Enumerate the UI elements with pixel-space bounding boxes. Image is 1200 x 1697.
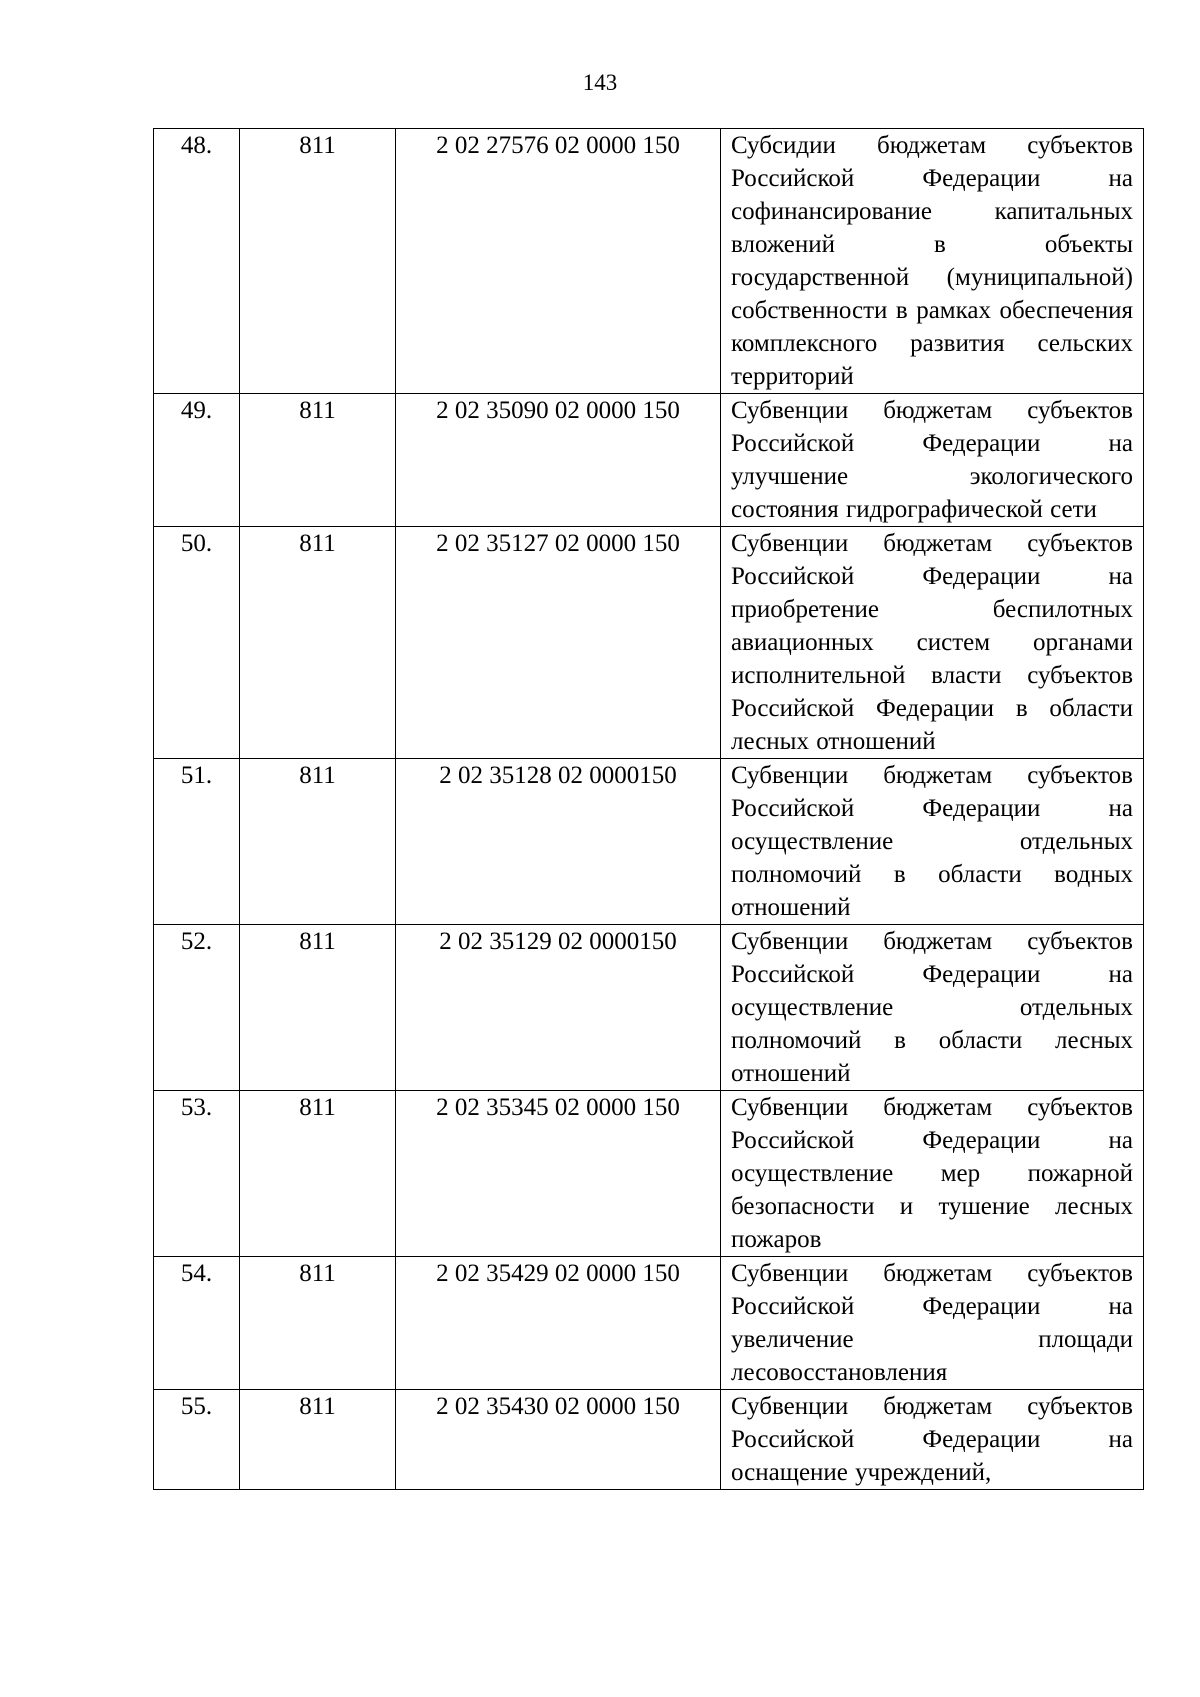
- administrator-code: 811: [240, 527, 396, 759]
- budget-classification-code: 2 02 27576 02 0000 150: [396, 129, 721, 394]
- budget-classification-code: 2 02 35128 02 0000150: [396, 759, 721, 925]
- row-number: 53.: [154, 1091, 240, 1257]
- administrator-code: 811: [240, 759, 396, 925]
- administrator-code: 811: [240, 1091, 396, 1257]
- administrator-code: 811: [240, 925, 396, 1091]
- revenue-name: Субвенции бюджетам субъектов Российской Федерации на оснащение учреждений,: [721, 1390, 1144, 1490]
- page-number: 143: [582, 70, 618, 95]
- revenue-name: Субвенции бюджетам субъектов Российской Федерации на осуществление отдельных полномочий в области лесных отношений: [721, 925, 1144, 1091]
- revenue-name: Субвенции бюджетам субъектов Российской Федерации на улучшение экологического состояния гидрографической сети: [721, 394, 1144, 527]
- row-number: 49.: [154, 394, 240, 527]
- budget-classification-code: 2 02 35090 02 0000 150: [396, 394, 721, 527]
- revenue-name: Субсидии бюджетам субъектов Российской Федерации на софинансирование капитальных вложений в объекты государственной (муниципальной) собственности в рамках обеспечения комплексного развития сельских территорий: [721, 129, 1144, 394]
- row-number: 51.: [154, 759, 240, 925]
- budget-classification-code: 2 02 35429 02 0000 150: [396, 1257, 721, 1390]
- table-row: [154, 527, 1144, 759]
- table-row: [154, 129, 1144, 394]
- budget-classification-code: 2 02 35345 02 0000 150: [396, 1091, 721, 1257]
- table-row: [154, 394, 1144, 527]
- revenue-name: Субвенции бюджетам субъектов Российской Федерации на приобретение беспилотных авиационных систем органами исполнительной власти субъектов Российской Федерации в области лесных отношений: [721, 527, 1144, 759]
- row-number: 50.: [154, 527, 240, 759]
- table-row: [154, 1257, 1144, 1390]
- revenue-name: Субвенции бюджетам субъектов Российской Федерации на осуществление мер пожарной безопасности и тушение лесных пожаров: [721, 1091, 1144, 1257]
- table-row: [154, 1091, 1144, 1257]
- budget-classification-code: 2 02 35127 02 0000 150: [396, 527, 721, 759]
- table-row: [154, 1390, 1144, 1490]
- budget-classification-code: 2 02 35129 02 0000150: [396, 925, 721, 1091]
- budget-codes-table: [153, 128, 1144, 1490]
- administrator-code: 811: [240, 394, 396, 527]
- revenue-name: Субвенции бюджетам субъектов Российской Федерации на увеличение площади лесовосстановления: [721, 1257, 1144, 1390]
- revenue-name: Субвенции бюджетам субъектов Российской Федерации на осуществление отдельных полномочий в области водных отношений: [721, 759, 1144, 925]
- row-number: 55.: [154, 1390, 240, 1490]
- administrator-code: 811: [240, 1257, 396, 1390]
- row-number: 54.: [154, 1257, 240, 1390]
- administrator-code: 811: [240, 129, 396, 394]
- table-row: [154, 925, 1144, 1091]
- administrator-code: 811: [240, 1390, 396, 1490]
- row-number: 52.: [154, 925, 240, 1091]
- budget-classification-code: 2 02 35430 02 0000 150: [396, 1390, 721, 1490]
- row-number: 48.: [154, 129, 240, 394]
- table-row: [154, 759, 1144, 925]
